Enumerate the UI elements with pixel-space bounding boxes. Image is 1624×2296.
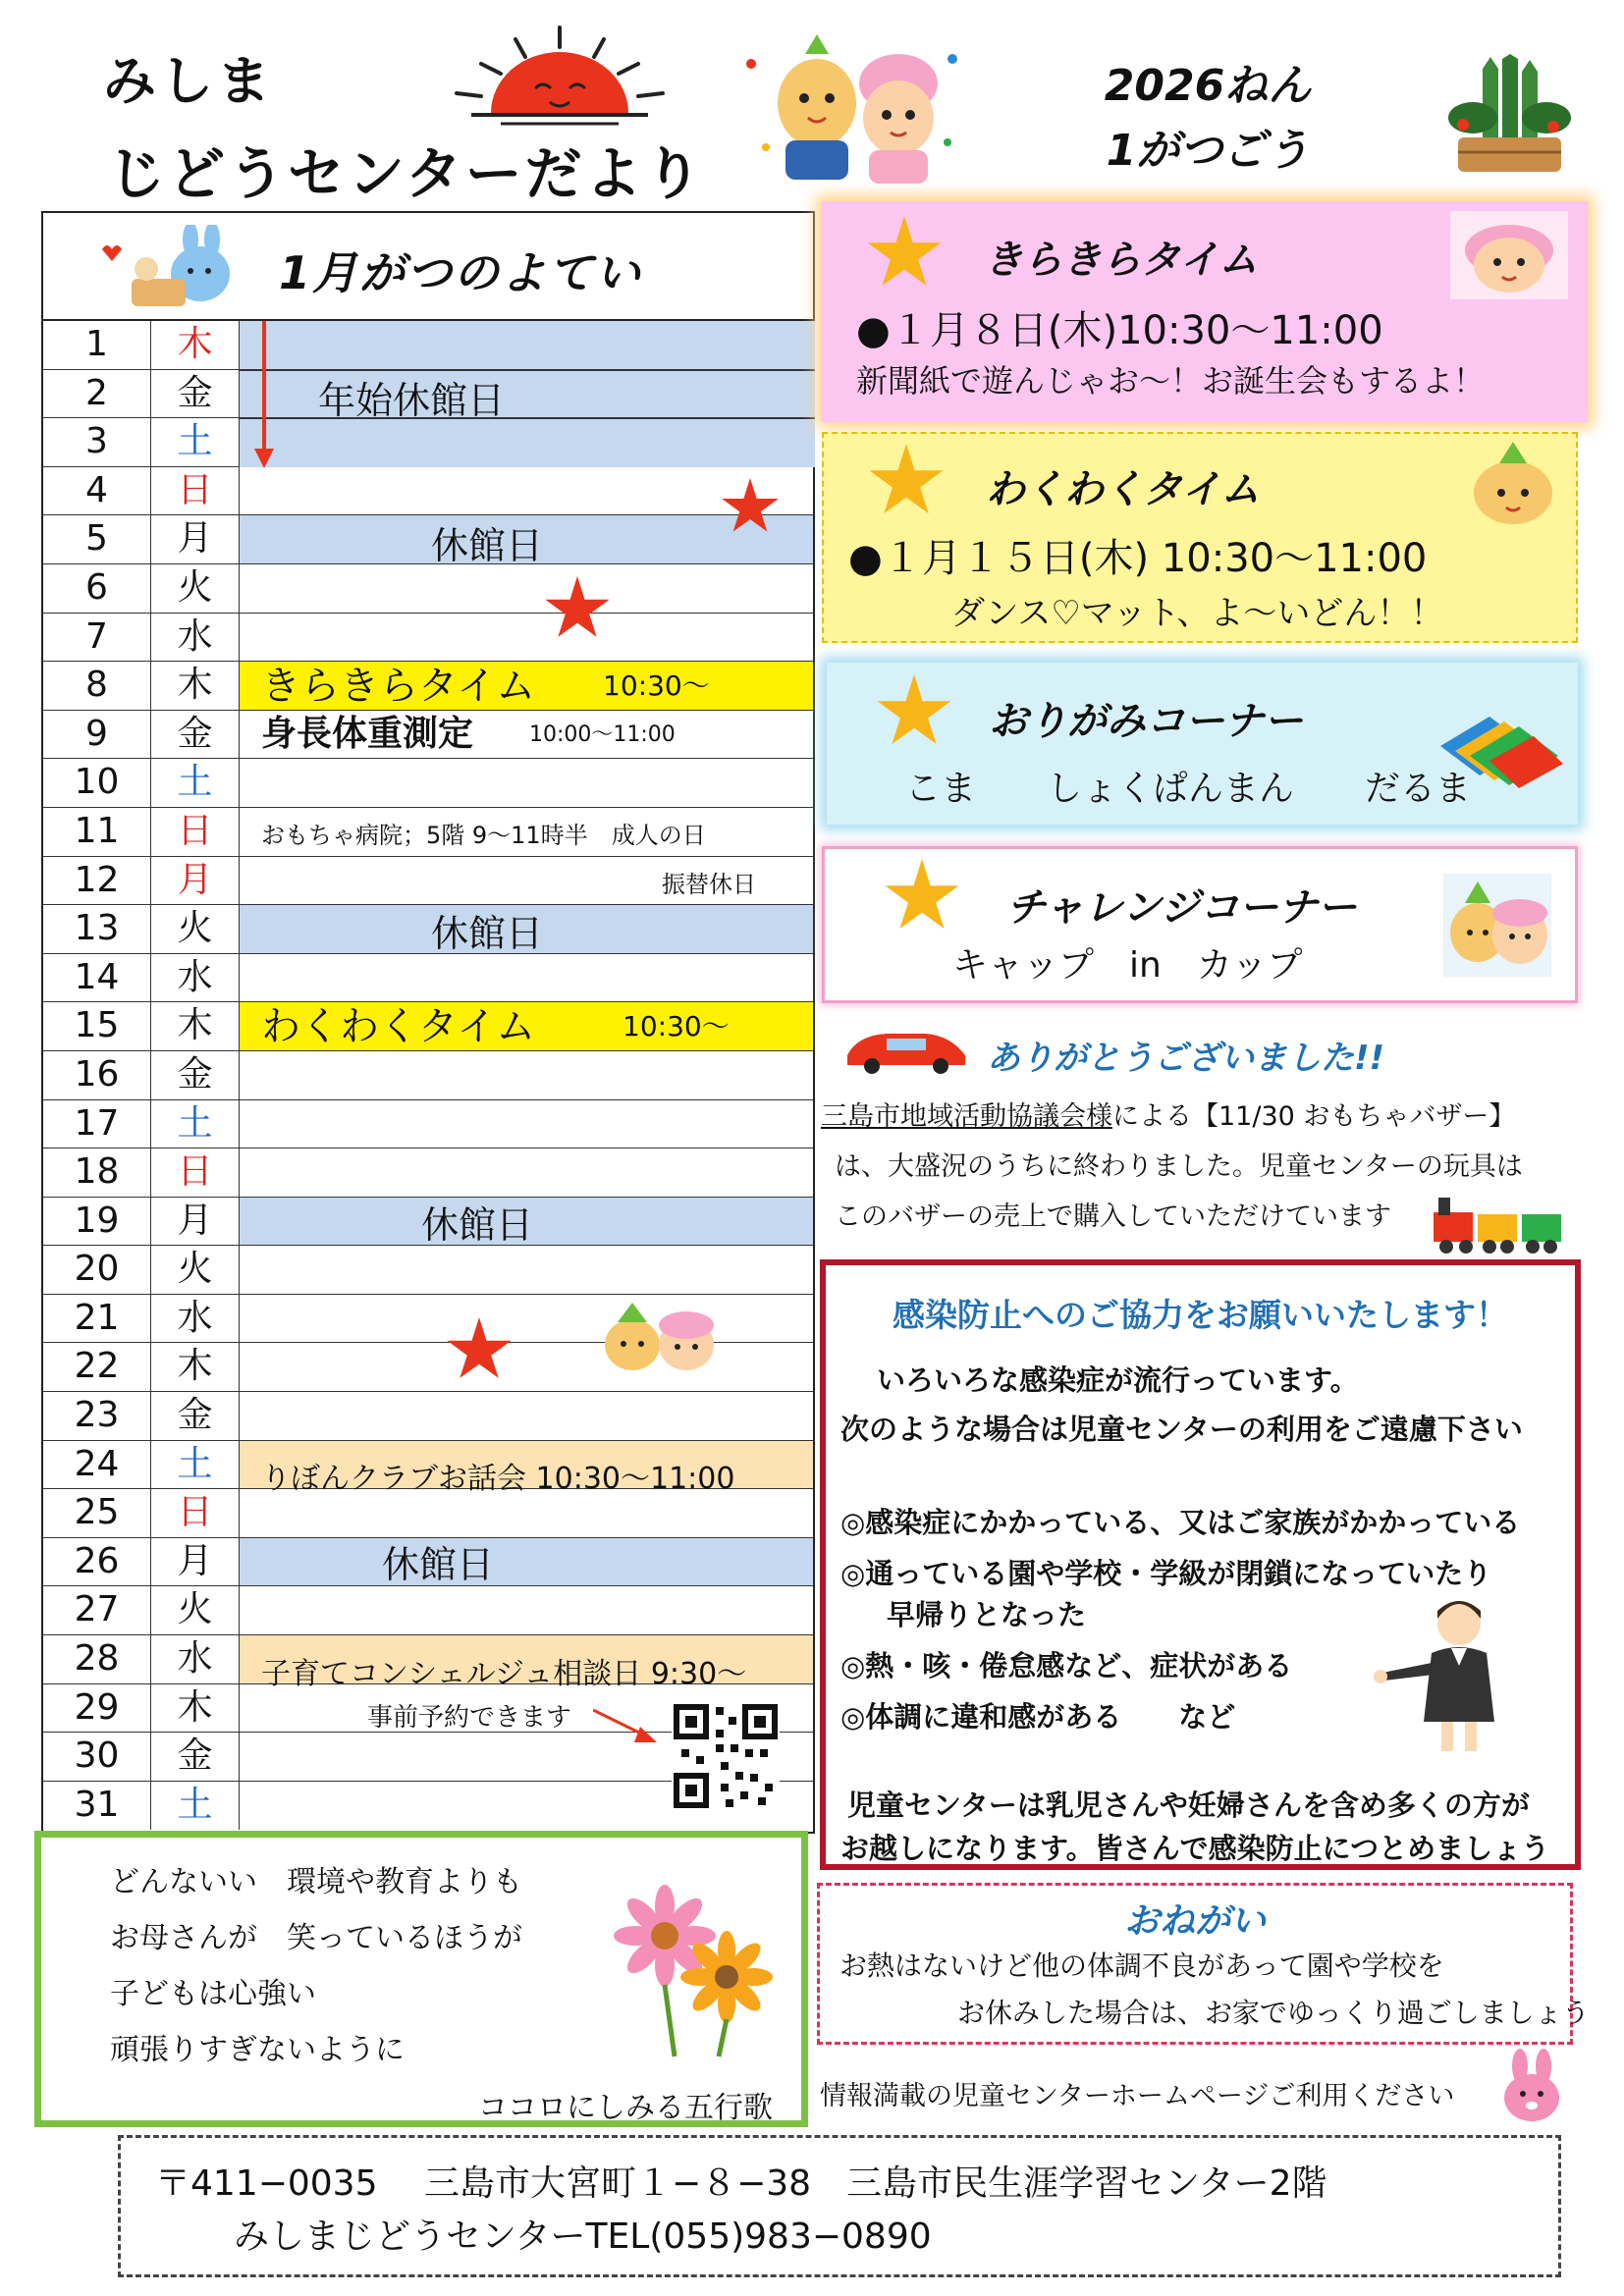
infection-item3: ◎熱・咳・倦怠感など、症状がある bbox=[840, 1649, 1293, 1682]
request-title: おねがい bbox=[1123, 1901, 1266, 1942]
event-closed-5: 休館日 bbox=[431, 524, 544, 567]
calendar-event-cell bbox=[240, 1051, 813, 1099]
star-icon bbox=[868, 444, 945, 520]
wakuwaku-date: ●１月１５日(木) 10:30〜11:00 bbox=[848, 536, 1428, 581]
gerbera-flower-icon bbox=[611, 1882, 778, 2058]
calendar-event-cell bbox=[240, 614, 813, 662]
calendar-event-cell bbox=[240, 1148, 813, 1197]
calendar-weekday: 金 bbox=[151, 1051, 240, 1099]
star-icon bbox=[876, 674, 952, 751]
calendar-weekday: 木 bbox=[151, 1343, 240, 1391]
issue-year: 2026ねん bbox=[1104, 61, 1312, 111]
poem-line: お母さんが 笑っているほうが bbox=[110, 1921, 522, 1955]
calendar-row bbox=[43, 1246, 813, 1295]
poem-box bbox=[34, 1831, 808, 2127]
calendar-weekday: 土 bbox=[151, 1441, 240, 1489]
calendar-weekday: 木 bbox=[151, 321, 240, 369]
onion-mascot-icon bbox=[1462, 439, 1565, 527]
calendar-weekday: 土 bbox=[151, 1100, 240, 1148]
calendar-weekday: 水 bbox=[151, 614, 240, 662]
request-box bbox=[817, 1883, 1590, 2045]
origami-box bbox=[827, 663, 1578, 825]
calendar-weekday: 木 bbox=[151, 662, 240, 710]
infection-intro1: いろいろな感染症が流行っています。 bbox=[877, 1363, 1359, 1397]
infection-item2a: ◎通っている園や学校・学級が閉鎖になっていたり bbox=[840, 1557, 1492, 1590]
event-closed-19: 休館日 bbox=[421, 1203, 534, 1247]
calendar-weekday: 月 bbox=[151, 1538, 240, 1586]
calendar-row bbox=[43, 515, 813, 564]
calendar-day-number: 31 bbox=[43, 1782, 151, 1831]
calendar-row bbox=[43, 905, 813, 954]
calendar-row bbox=[43, 1100, 813, 1149]
origami-items: こま しょくぱんまん だるま bbox=[905, 769, 1472, 809]
kirakira-desc: 新聞紙で遊んじゃお〜！お誕生会もするよ！ bbox=[856, 362, 1486, 400]
calendar-day-number: 27 bbox=[43, 1586, 151, 1634]
event-kirakira-time: 10:30〜 bbox=[603, 669, 710, 702]
calendar-row bbox=[43, 1392, 813, 1441]
kadomatsu-icon bbox=[1434, 54, 1581, 177]
title-line2: じどうセンターだより bbox=[108, 140, 705, 207]
calendar-event-cell bbox=[240, 1586, 813, 1634]
qr-code-icon[interactable] bbox=[672, 1695, 780, 1813]
infection-title: 感染防止へのご協力をお願いいたします！ bbox=[893, 1296, 1508, 1334]
event-closed-26: 休館日 bbox=[382, 1543, 495, 1586]
calendar-day-number: 9 bbox=[43, 711, 151, 759]
calendar-weekday: 日 bbox=[151, 1489, 240, 1537]
event-measure-time: 10:00〜11:00 bbox=[529, 722, 676, 747]
calendar-weekday: 火 bbox=[151, 905, 240, 953]
calendar-day-number: 13 bbox=[43, 905, 151, 953]
calendar-header bbox=[43, 213, 813, 321]
calendar-day-number: 30 bbox=[43, 1733, 151, 1781]
event-ribbon: りぼんクラブお話会 10:30〜11:00 bbox=[261, 1462, 735, 1496]
star-icon bbox=[866, 216, 943, 293]
staff-woman-icon bbox=[1371, 1594, 1518, 1756]
poem-line: どんないい 環境や教育よりも bbox=[110, 1865, 522, 1899]
calendar-day-number: 3 bbox=[43, 418, 151, 466]
event-wakuwaku-time: 10:30〜 bbox=[623, 1010, 730, 1042]
calendar-weekday: 土 bbox=[151, 759, 240, 807]
event-substitute-holiday: 振替休日 bbox=[662, 871, 756, 898]
calendar-row bbox=[43, 467, 813, 516]
calendar-event-cell bbox=[240, 564, 813, 613]
kirakira-date: ●１月８日(木)10:30〜11:00 bbox=[856, 308, 1383, 353]
footer-box bbox=[118, 2135, 1561, 2277]
calendar-weekday: 木 bbox=[151, 1002, 240, 1050]
calendar-day-number: 28 bbox=[43, 1635, 151, 1683]
calendar-weekday: 火 bbox=[151, 1586, 240, 1634]
star-icon bbox=[884, 859, 960, 935]
calendar-day-number: 21 bbox=[43, 1295, 151, 1343]
calendar-weekday: 日 bbox=[151, 1148, 240, 1197]
calendar-event-cell bbox=[240, 1100, 813, 1148]
pink-mascot-icon bbox=[1450, 211, 1568, 299]
calendar-weekday: 月 bbox=[151, 515, 240, 563]
calendar-row bbox=[43, 1051, 813, 1100]
calendar-day-number: 17 bbox=[43, 1100, 151, 1148]
calendar-day-number: 10 bbox=[43, 759, 151, 807]
rabbit-icon bbox=[92, 225, 259, 313]
calendar-day-number: 26 bbox=[43, 1538, 151, 1586]
calendar-day-number: 7 bbox=[43, 614, 151, 662]
calendar-day-number: 25 bbox=[43, 1489, 151, 1537]
calendar-weekday: 金 bbox=[151, 370, 240, 418]
event-reservation: 事前予約できます bbox=[367, 1703, 572, 1733]
request-line2: お休みした場合は、お家でゆっくり過ごしましょう bbox=[957, 1997, 1590, 2029]
thanks-line3: このバザーの売上で購入していただけています bbox=[835, 1201, 1391, 1232]
calendar-event-cell bbox=[240, 1246, 813, 1294]
origami-title: おりがみコーナー bbox=[989, 699, 1303, 744]
calendar-day-number: 14 bbox=[43, 954, 151, 1002]
calendar-weekday: 水 bbox=[151, 954, 240, 1002]
thanks-line1 bbox=[821, 1095, 1515, 1133]
calendar-rows bbox=[43, 321, 813, 1830]
calendar-day-number: 23 bbox=[43, 1392, 151, 1440]
event-closed-13: 休館日 bbox=[431, 912, 544, 955]
poem-line: 子どもは心強い bbox=[110, 1977, 316, 2011]
event-concierge: 子育てコンシェルジュ相談日 9:30〜 bbox=[261, 1657, 747, 1691]
calendar-day-number: 4 bbox=[43, 467, 151, 515]
event-kirakira: きらきらタイム bbox=[261, 664, 536, 709]
calendar-weekday: 木 bbox=[151, 1684, 240, 1733]
calendar-day-number: 11 bbox=[43, 808, 151, 856]
infection-box bbox=[820, 1259, 1581, 1870]
infection-item2b: 早帰りとなった bbox=[887, 1598, 1087, 1631]
mascot-characters-icon bbox=[731, 25, 967, 191]
toy-train-icon bbox=[1429, 1193, 1566, 1256]
calendar-row bbox=[43, 1586, 813, 1635]
calendar-event-cell bbox=[240, 1392, 813, 1440]
poem-line: 頑張りすぎないように bbox=[110, 2033, 405, 2067]
red-car-icon bbox=[842, 1021, 970, 1075]
thanks-line1-rest: による【11/30 おもちゃバザー】 bbox=[1112, 1101, 1516, 1132]
calendar-row bbox=[43, 759, 813, 808]
event-toy-hospital: おもちゃ病院；5階 9〜11時半 成人の日 bbox=[261, 822, 706, 849]
kirakira-box bbox=[822, 201, 1588, 422]
calendar-event-cell bbox=[240, 467, 813, 515]
sun-icon bbox=[442, 20, 677, 128]
title-line1: みしま bbox=[103, 50, 274, 112]
infection-item1: ◎感染症にかかっている、又はご家族がかかっている bbox=[840, 1506, 1521, 1539]
calendar-day-number: 1 bbox=[43, 321, 151, 369]
red-arrow-icon bbox=[249, 321, 279, 473]
kirakira-title: きらきらタイム bbox=[984, 238, 1259, 283]
issue-month: 1がつごう bbox=[1106, 126, 1310, 176]
calendar-weekday: 日 bbox=[151, 808, 240, 856]
challenge-title: チャレンジコーナー bbox=[1006, 885, 1357, 931]
calendar-event-cell bbox=[240, 1538, 813, 1586]
calendar-weekday: 土 bbox=[151, 1782, 240, 1831]
challenge-box bbox=[822, 846, 1578, 1003]
mascot-pair-icon bbox=[1443, 874, 1551, 977]
infection-closing2: お越しになります。皆さんで感染防止につとめましょう bbox=[840, 1832, 1550, 1865]
calendar-row bbox=[43, 564, 813, 614]
challenge-item: キャップ in カップ bbox=[952, 945, 1303, 986]
calendar-weekday: 月 bbox=[151, 1198, 240, 1246]
calendar-row bbox=[43, 1148, 813, 1198]
calendar-day-number: 24 bbox=[43, 1441, 151, 1489]
calendar-day-number: 29 bbox=[43, 1684, 151, 1733]
calendar-day-number: 16 bbox=[43, 1051, 151, 1099]
infection-item4: ◎体調に違和感がある など bbox=[840, 1700, 1236, 1734]
poem-source: ココロにしみる五行歌 bbox=[478, 2091, 773, 2125]
calendar-event-cell bbox=[240, 759, 813, 807]
thanks-line2: は、大盛況のうちに終わりました。児童センターの玩具は bbox=[835, 1151, 1523, 1182]
calendar-weekday: 日 bbox=[151, 467, 240, 515]
wakuwaku-title: わくわくタイム bbox=[986, 467, 1261, 512]
event-wakuwaku: わくわくタイム bbox=[261, 1004, 536, 1049]
wakuwaku-desc: ダンス♡マット、よ〜いどん！！ bbox=[951, 594, 1444, 633]
infection-intro2: 次のような場合は児童センターの利用をご遠慮下さい bbox=[840, 1413, 1523, 1446]
calendar-day-number: 2 bbox=[43, 370, 151, 418]
calendar-weekday: 火 bbox=[151, 564, 240, 613]
footer-address: 〒411−0035 三島市大宮町１−８−38 三島市民生涯学習センター2階 bbox=[155, 2163, 1327, 2204]
calendar-day-number: 12 bbox=[43, 857, 151, 905]
calendar-weekday: 金 bbox=[151, 1733, 240, 1781]
pink-rabbit-icon bbox=[1492, 2047, 1571, 2125]
calendar-weekday: 月 bbox=[151, 857, 240, 905]
calendar-day-number: 22 bbox=[43, 1343, 151, 1391]
thanks-title: ありがとうございました!! bbox=[987, 1039, 1385, 1078]
calendar-weekday: 水 bbox=[151, 1295, 240, 1343]
calendar-day-number: 15 bbox=[43, 1002, 151, 1050]
event-measure: 身長体重測定 bbox=[261, 714, 474, 754]
calendar-day-number: 6 bbox=[43, 564, 151, 613]
footer-tel: みしまじどうセンターTEL(055)983−0890 bbox=[234, 2216, 932, 2257]
infection-closing1: 児童センターは乳児さんや妊婦さんを含め多くの方が bbox=[847, 1789, 1530, 1822]
wakuwaku-box bbox=[822, 432, 1578, 643]
reservation-arrow-icon bbox=[593, 1705, 662, 1744]
issue-label bbox=[1060, 54, 1355, 184]
thanks-org: 三島市地域活動協議会様 bbox=[821, 1101, 1112, 1132]
calendar-weekday: 金 bbox=[151, 1392, 240, 1440]
small-mascots-icon bbox=[588, 1301, 735, 1379]
event-newyear-closed: 年始休館日 bbox=[318, 379, 506, 422]
homepage-note: 情報満載の児童センターホームページご利用ください bbox=[820, 2081, 1455, 2111]
calendar-day-number: 8 bbox=[43, 662, 151, 710]
calendar bbox=[41, 211, 815, 1834]
calendar-weekday: 火 bbox=[151, 1246, 240, 1294]
calendar-weekday: 土 bbox=[151, 418, 240, 466]
calendar-day-number: 5 bbox=[43, 515, 151, 563]
calendar-day-number: 19 bbox=[43, 1198, 151, 1246]
calendar-weekday: 水 bbox=[151, 1635, 240, 1683]
calendar-title: 1月がつのよてい bbox=[279, 246, 643, 299]
calendar-day-number: 20 bbox=[43, 1246, 151, 1294]
calendar-day-number: 18 bbox=[43, 1148, 151, 1197]
request-line1: お熱はないけど他の体調不良があって園や学校を bbox=[839, 1949, 1444, 1982]
calendar-weekday: 金 bbox=[151, 711, 240, 759]
